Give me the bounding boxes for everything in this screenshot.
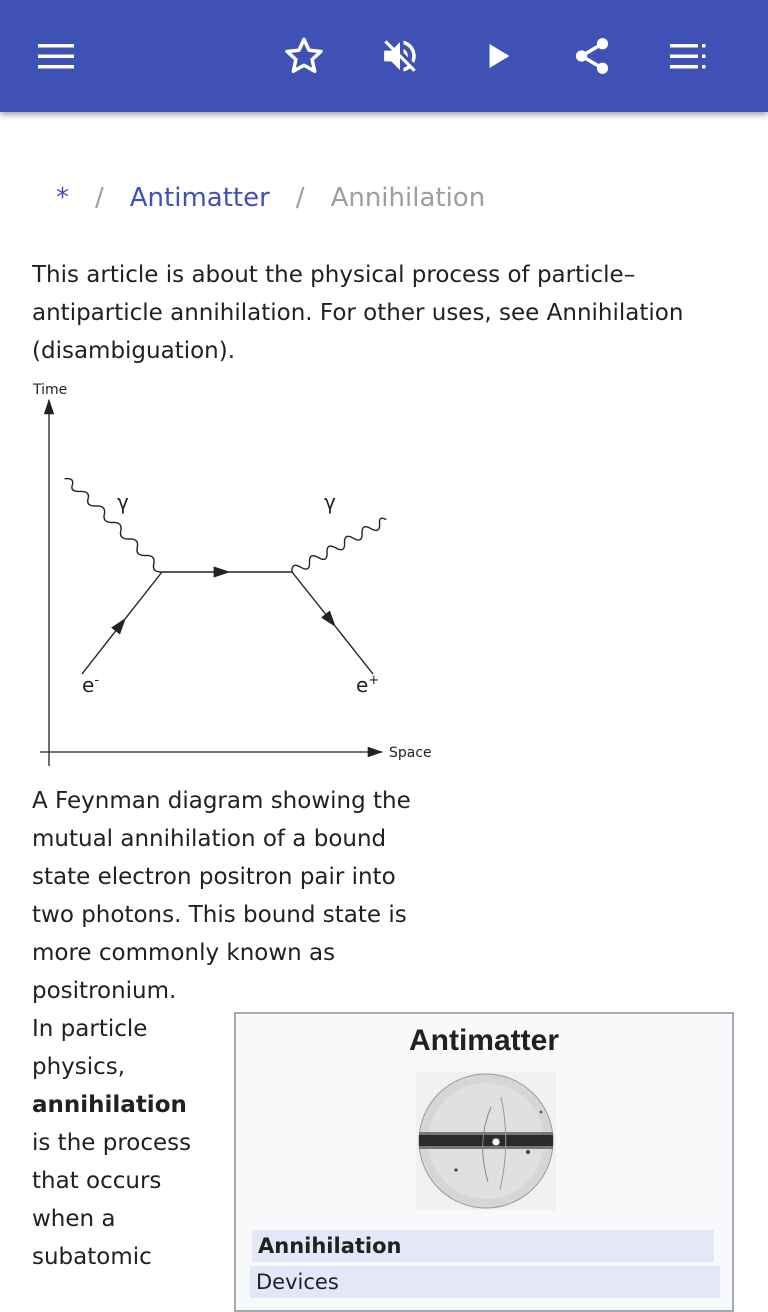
volume-off-icon bbox=[379, 35, 421, 77]
mute-button[interactable] bbox=[372, 28, 428, 84]
photon-left-wave bbox=[65, 461, 162, 589]
infobox bbox=[234, 1012, 734, 1312]
positron-label: e+ bbox=[356, 673, 380, 697]
infobox-row-annihilation[interactable]: Annihilation bbox=[252, 1230, 714, 1262]
photon-left-label: γ bbox=[117, 490, 129, 514]
infobox-title: Antimatter bbox=[408, 1024, 559, 1057]
breadcrumb-parent[interactable]: Antimatter bbox=[129, 183, 270, 213]
article-body bbox=[32, 1010, 212, 1276]
hatnote[interactable]: This article is about the physical process of particle–antiparticle annihilation. For other uses, see Annihilation (disambiguation). bbox=[32, 262, 684, 364]
space-axis-label: Space bbox=[389, 745, 432, 761]
app-bar bbox=[0, 0, 768, 112]
play-button[interactable] bbox=[470, 28, 526, 84]
body-term: annihilation bbox=[32, 1092, 187, 1118]
share-button[interactable] bbox=[564, 28, 620, 84]
photon-right-label: γ bbox=[324, 490, 336, 514]
bubble-chamber-image[interactable] bbox=[416, 1072, 556, 1210]
breadcrumb-separator: / bbox=[295, 183, 305, 213]
menu-button[interactable] bbox=[28, 28, 84, 84]
positron-line-arrow bbox=[292, 572, 335, 626]
body-continuation: is the process that occurs when a subatomic bbox=[32, 1130, 192, 1270]
star-icon bbox=[283, 35, 325, 77]
contents-button[interactable] bbox=[660, 28, 716, 84]
electron-line bbox=[125, 572, 162, 619]
menu-icon bbox=[36, 41, 76, 71]
body-intro: In particle physics, bbox=[32, 1016, 148, 1080]
breadcrumb-separator: / bbox=[95, 183, 104, 213]
playlist-icon bbox=[668, 41, 708, 71]
electron-label: e- bbox=[82, 673, 100, 697]
share-icon bbox=[571, 35, 613, 77]
breadcrumb-home[interactable]: * bbox=[56, 183, 69, 213]
feynman-diagram[interactable] bbox=[30, 378, 434, 770]
breadcrumb-current: Annihilation bbox=[330, 183, 486, 213]
figure-caption: A Feynman diagram showing the mutual annihilation of a bound state electron positron pair into two photons. This bound state is more commonly known as positronium. bbox=[32, 788, 411, 1004]
breadcrumb bbox=[56, 178, 485, 218]
electron-line-arrow bbox=[82, 619, 125, 674]
infobox-row-devices[interactable]: Devices bbox=[250, 1266, 720, 1298]
positron-line bbox=[335, 626, 373, 674]
favorite-button[interactable] bbox=[276, 28, 332, 84]
time-axis-label: Time bbox=[33, 382, 68, 398]
play-icon bbox=[481, 39, 515, 73]
photon-right-wave bbox=[292, 507, 387, 584]
